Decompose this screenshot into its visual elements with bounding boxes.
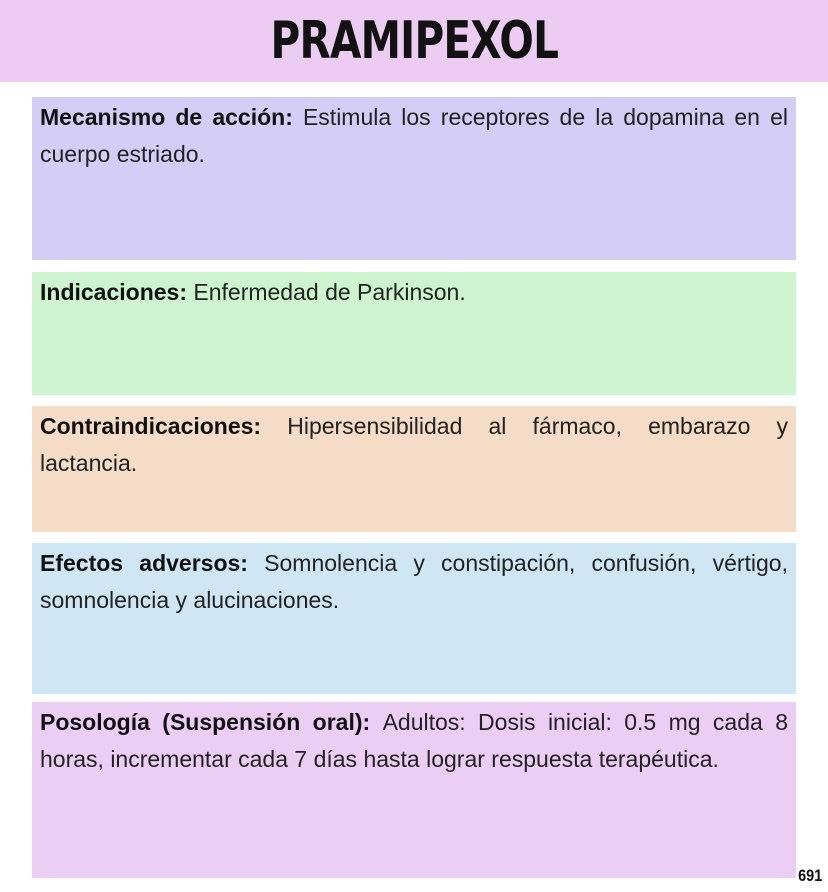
- section-text-mecanismo: Estimula los receptores de la dopamina en el cuerpo estriado.: [40, 104, 788, 167]
- section-label-posologia: Posología (Suspensión oral):: [40, 709, 383, 735]
- section-text-efectos-adversos: Somnolencia y constipación, confusión, vértigo, somnolencia y alucinaciones.: [40, 550, 788, 613]
- section-label-efectos-adversos: Efectos adversos:: [40, 550, 265, 576]
- section-text-indicaciones: Enfermedad de Parkinson.: [193, 279, 466, 305]
- section-label-mecanismo: Mecanismo de acción:: [40, 104, 303, 130]
- section-contraindicaciones: [32, 406, 796, 532]
- title-band: [0, 0, 828, 82]
- section-text-posologia: Adultos: Dosis inicial: 0.5 mg cada 8 horas, incrementar cada 7 días hasta lograr respuesta terapéutica.: [40, 709, 788, 772]
- section-mecanismo: [32, 97, 796, 260]
- section-label-indicaciones: Indicaciones:: [40, 279, 194, 305]
- section-text-contraindicaciones: Hipersensibilidad al fármaco, embarazo y lactancia.: [40, 413, 788, 476]
- section-posologia: [32, 702, 796, 878]
- page-number: 691: [797, 866, 822, 885]
- section-label-contraindicaciones: Contraindicaciones:: [40, 413, 288, 439]
- page-title: PRAMIPEXOL: [270, 11, 558, 71]
- section-efectos-adversos: [32, 543, 796, 694]
- section-indicaciones: [32, 272, 796, 395]
